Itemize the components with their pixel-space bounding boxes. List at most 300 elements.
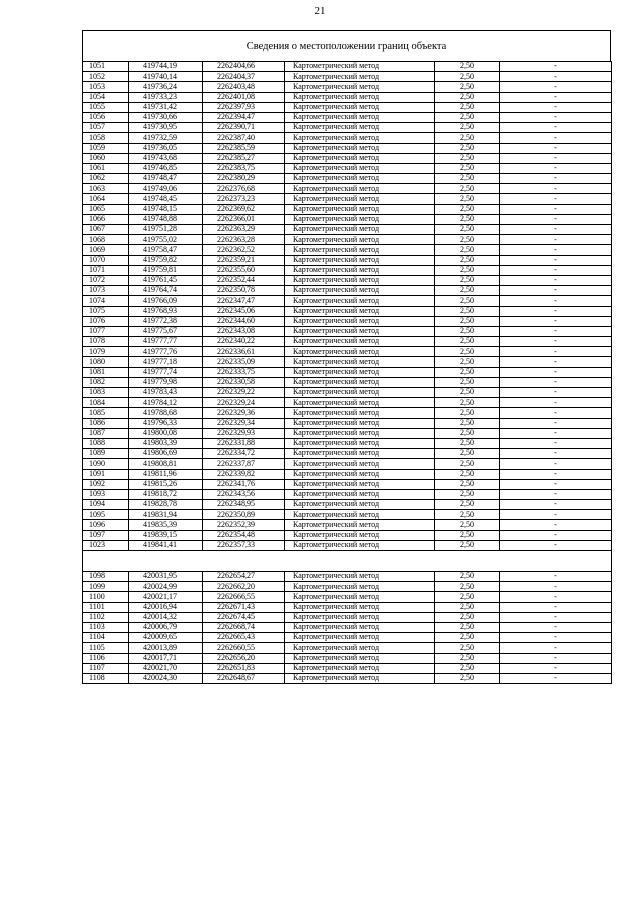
table-row <box>83 194 612 204</box>
x-coordinate-cell: 419777,77 <box>129 337 203 347</box>
precision-cell: 2,50 <box>435 572 500 582</box>
point-number-cell: 1059 <box>83 143 129 153</box>
table-row <box>83 245 612 255</box>
precision-cell: 2,50 <box>435 663 500 673</box>
y-coordinate-cell: 2262671,43 <box>203 602 285 612</box>
table-row <box>83 174 612 184</box>
point-number-cell: 1054 <box>83 92 129 102</box>
description-cell: - <box>500 438 612 448</box>
method-cell: Картометрический метод <box>285 153 435 163</box>
y-coordinate-cell: 2262337,87 <box>203 459 285 469</box>
point-number-cell: 1090 <box>83 459 129 469</box>
method-cell: Картометрический метод <box>285 194 435 204</box>
method-cell: Картометрический метод <box>285 225 435 235</box>
description-cell: - <box>500 418 612 428</box>
y-coordinate-cell: 2262354,48 <box>203 530 285 540</box>
point-number-cell: 1084 <box>83 398 129 408</box>
method-cell: Картометрический метод <box>285 316 435 326</box>
table-row <box>83 377 612 387</box>
description-cell: - <box>500 622 612 632</box>
table-row <box>83 326 612 336</box>
precision-cell: 2,50 <box>435 479 500 489</box>
x-coordinate-cell: 419740,14 <box>129 72 203 82</box>
precision-cell: 2,50 <box>435 72 500 82</box>
precision-cell: 2,50 <box>435 469 500 479</box>
method-cell: Картометрический метод <box>285 602 435 612</box>
table-row <box>83 163 612 173</box>
y-coordinate-cell: 2262357,33 <box>203 540 285 550</box>
precision-cell: 2,50 <box>435 357 500 367</box>
point-number-cell: 1062 <box>83 174 129 184</box>
method-cell: Картометрический метод <box>285 143 435 153</box>
table-row <box>83 255 612 265</box>
precision-cell: 2,50 <box>435 275 500 285</box>
point-number-cell: 1097 <box>83 530 129 540</box>
x-coordinate-cell: 419749,06 <box>129 184 203 194</box>
description-cell: - <box>500 163 612 173</box>
y-coordinate-cell: 2262668,74 <box>203 622 285 632</box>
method-cell: Картометрический метод <box>285 500 435 510</box>
point-number-cell: 1082 <box>83 377 129 387</box>
method-cell: Картометрический метод <box>285 367 435 377</box>
point-number-cell: 1080 <box>83 357 129 367</box>
y-coordinate-cell: 2262348,95 <box>203 500 285 510</box>
table-row <box>83 184 612 194</box>
boundary-document <box>82 30 611 684</box>
table-row <box>83 663 612 673</box>
y-coordinate-cell: 2262662,20 <box>203 582 285 592</box>
coordinates-table <box>82 61 612 684</box>
method-cell: Картометрический метод <box>285 540 435 550</box>
point-number-cell: 1056 <box>83 112 129 122</box>
precision-cell: 2,50 <box>435 255 500 265</box>
method-cell: Картометрический метод <box>285 673 435 683</box>
point-number-cell: 1106 <box>83 653 129 663</box>
precision-cell: 2,50 <box>435 653 500 663</box>
description-cell: - <box>500 653 612 663</box>
method-cell: Картометрический метод <box>285 408 435 418</box>
precision-cell: 2,50 <box>435 296 500 306</box>
x-coordinate-cell: 420017,71 <box>129 653 203 663</box>
x-coordinate-cell: 419796,33 <box>129 418 203 428</box>
point-number-cell: 1070 <box>83 255 129 265</box>
x-coordinate-cell: 419761,45 <box>129 275 203 285</box>
table-row <box>83 204 612 214</box>
description-cell: - <box>500 479 612 489</box>
point-number-cell: 1068 <box>83 235 129 245</box>
point-number-cell: 1064 <box>83 194 129 204</box>
table-row <box>83 449 612 459</box>
x-coordinate-cell: 419800,08 <box>129 428 203 438</box>
x-coordinate-cell: 419764,74 <box>129 286 203 296</box>
method-cell: Картометрический метод <box>285 255 435 265</box>
method-cell: Картометрический метод <box>285 296 435 306</box>
x-coordinate-cell: 419744,19 <box>129 62 203 72</box>
x-coordinate-cell: 420021,17 <box>129 592 203 602</box>
table-row <box>83 459 612 469</box>
description-cell: - <box>500 500 612 510</box>
point-number-cell: 1101 <box>83 602 129 612</box>
x-coordinate-cell: 420024,30 <box>129 673 203 683</box>
y-coordinate-cell: 2262648,67 <box>203 673 285 683</box>
description-cell: - <box>500 255 612 265</box>
description-cell: - <box>500 123 612 133</box>
method-cell: Картометрический метод <box>285 418 435 428</box>
precision-cell: 2,50 <box>435 388 500 398</box>
method-cell: Картометрический метод <box>285 102 435 112</box>
y-coordinate-cell: 2262660,55 <box>203 643 285 653</box>
table-row <box>83 214 612 224</box>
table-row <box>83 530 612 540</box>
table-row <box>83 296 612 306</box>
precision-cell: 2,50 <box>435 204 500 214</box>
precision-cell: 2,50 <box>435 367 500 377</box>
x-coordinate-cell: 419736,24 <box>129 82 203 92</box>
x-coordinate-cell: 419818,72 <box>129 489 203 499</box>
point-number-cell: 1102 <box>83 612 129 622</box>
precision-cell: 2,50 <box>435 102 500 112</box>
method-cell: Картометрический метод <box>285 428 435 438</box>
point-number-cell: 1095 <box>83 510 129 520</box>
y-coordinate-cell: 2262352,39 <box>203 520 285 530</box>
table-row <box>83 102 612 112</box>
description-cell: - <box>500 153 612 163</box>
y-coordinate-cell: 2262362,52 <box>203 245 285 255</box>
y-coordinate-cell: 2262344,60 <box>203 316 285 326</box>
precision-cell: 2,50 <box>435 214 500 224</box>
x-coordinate-cell: 419759,82 <box>129 255 203 265</box>
description-cell: - <box>500 184 612 194</box>
y-coordinate-cell: 2262363,28 <box>203 235 285 245</box>
description-cell: - <box>500 540 612 550</box>
precision-cell: 2,50 <box>435 602 500 612</box>
table-row <box>83 62 612 72</box>
y-coordinate-cell: 2262334,72 <box>203 449 285 459</box>
method-cell: Картометрический метод <box>285 245 435 255</box>
y-coordinate-cell: 2262352,44 <box>203 275 285 285</box>
x-coordinate-cell: 419731,42 <box>129 102 203 112</box>
y-coordinate-cell: 2262347,47 <box>203 296 285 306</box>
table-row <box>83 347 612 357</box>
precision-cell: 2,50 <box>435 184 500 194</box>
x-coordinate-cell: 419841,41 <box>129 540 203 550</box>
x-coordinate-cell: 419733,23 <box>129 92 203 102</box>
description-cell: - <box>500 408 612 418</box>
precision-cell: 2,50 <box>435 398 500 408</box>
point-number-cell: 1074 <box>83 296 129 306</box>
point-number-cell: 1066 <box>83 214 129 224</box>
precision-cell: 2,50 <box>435 438 500 448</box>
table-row <box>83 582 612 592</box>
x-coordinate-cell: 419806,69 <box>129 449 203 459</box>
precision-cell: 2,50 <box>435 622 500 632</box>
x-coordinate-cell: 419803,39 <box>129 438 203 448</box>
precision-cell: 2,50 <box>435 520 500 530</box>
point-number-cell: 1089 <box>83 449 129 459</box>
precision-cell: 2,50 <box>435 133 500 143</box>
y-coordinate-cell: 2262390,71 <box>203 123 285 133</box>
precision-cell: 2,50 <box>435 306 500 316</box>
table-row <box>83 489 612 499</box>
method-cell: Картометрический метод <box>285 449 435 459</box>
precision-cell: 2,50 <box>435 449 500 459</box>
point-number-cell: 1091 <box>83 469 129 479</box>
method-cell: Картометрический метод <box>285 459 435 469</box>
method-cell: Картометрический метод <box>285 377 435 387</box>
point-number-cell: 1078 <box>83 337 129 347</box>
point-number-cell: 1088 <box>83 438 129 448</box>
y-coordinate-cell: 2262674,45 <box>203 612 285 622</box>
table-row <box>83 398 612 408</box>
y-coordinate-cell: 2262385,27 <box>203 153 285 163</box>
method-cell: Картометрический метод <box>285 612 435 622</box>
precision-cell: 2,50 <box>435 489 500 499</box>
y-coordinate-cell: 2262343,08 <box>203 326 285 336</box>
description-cell: - <box>500 82 612 92</box>
precision-cell: 2,50 <box>435 62 500 72</box>
point-number-cell: 1065 <box>83 204 129 214</box>
table-row <box>83 225 612 235</box>
precision-cell: 2,50 <box>435 225 500 235</box>
page-number: 21 <box>314 5 326 17</box>
x-coordinate-cell: 419755,02 <box>129 235 203 245</box>
description-cell: - <box>500 582 612 592</box>
x-coordinate-cell: 420009,65 <box>129 633 203 643</box>
method-cell: Картометрический метод <box>285 643 435 653</box>
description-cell: - <box>500 245 612 255</box>
point-number-cell: 1060 <box>83 153 129 163</box>
description-cell: - <box>500 72 612 82</box>
y-coordinate-cell: 2262397,93 <box>203 102 285 112</box>
description-cell: - <box>500 357 612 367</box>
table-row <box>83 265 612 275</box>
point-number-cell: 1077 <box>83 326 129 336</box>
point-number-cell: 1072 <box>83 275 129 285</box>
point-number-cell: 1071 <box>83 265 129 275</box>
y-coordinate-cell: 2262341,76 <box>203 479 285 489</box>
method-cell: Картометрический метод <box>285 663 435 673</box>
precision-cell: 2,50 <box>435 337 500 347</box>
method-cell: Картометрический метод <box>285 489 435 499</box>
y-coordinate-cell: 2262401,08 <box>203 92 285 102</box>
x-coordinate-cell: 419815,26 <box>129 479 203 489</box>
x-coordinate-cell: 419748,47 <box>129 174 203 184</box>
table-row <box>83 602 612 612</box>
table-row <box>83 469 612 479</box>
point-number-cell: 1023 <box>83 540 129 550</box>
y-coordinate-cell: 2262654,27 <box>203 572 285 582</box>
description-cell: - <box>500 367 612 377</box>
table-row <box>83 112 612 122</box>
x-coordinate-cell: 419772,38 <box>129 316 203 326</box>
precision-cell: 2,50 <box>435 174 500 184</box>
x-coordinate-cell: 419835,39 <box>129 520 203 530</box>
x-coordinate-cell: 419839,15 <box>129 530 203 540</box>
y-coordinate-cell: 2262329,36 <box>203 408 285 418</box>
method-cell: Картометрический метод <box>285 622 435 632</box>
point-number-cell: 1086 <box>83 418 129 428</box>
y-coordinate-cell: 2262651,83 <box>203 663 285 673</box>
x-coordinate-cell: 419768,93 <box>129 306 203 316</box>
method-cell: Картометрический метод <box>285 265 435 275</box>
description-cell: - <box>500 194 612 204</box>
method-cell: Картометрический метод <box>285 653 435 663</box>
point-number-cell: 1075 <box>83 306 129 316</box>
point-number-cell: 1067 <box>83 225 129 235</box>
precision-cell: 2,50 <box>435 418 500 428</box>
method-cell: Картометрический метод <box>285 184 435 194</box>
description-cell: - <box>500 398 612 408</box>
method-cell: Картометрический метод <box>285 82 435 92</box>
table-row <box>83 275 612 285</box>
x-coordinate-cell: 419766,09 <box>129 296 203 306</box>
point-number-cell: 1052 <box>83 72 129 82</box>
y-coordinate-cell: 2262350,89 <box>203 510 285 520</box>
method-cell: Картометрический метод <box>285 72 435 82</box>
table-row <box>83 72 612 82</box>
method-cell: Картометрический метод <box>285 582 435 592</box>
x-coordinate-cell: 419730,95 <box>129 123 203 133</box>
point-number-cell: 1104 <box>83 633 129 643</box>
y-coordinate-cell: 2262336,61 <box>203 347 285 357</box>
precision-cell: 2,50 <box>435 408 500 418</box>
y-coordinate-cell: 2262329,24 <box>203 398 285 408</box>
point-number-cell: 1073 <box>83 286 129 296</box>
point-number-cell: 1081 <box>83 367 129 377</box>
table-row <box>83 438 612 448</box>
precision-cell: 2,50 <box>435 633 500 643</box>
precision-cell: 2,50 <box>435 82 500 92</box>
y-coordinate-cell: 2262329,34 <box>203 418 285 428</box>
description-cell: - <box>500 337 612 347</box>
method-cell: Картометрический метод <box>285 133 435 143</box>
point-number-cell: 1058 <box>83 133 129 143</box>
y-coordinate-cell: 2262403,48 <box>203 82 285 92</box>
table-row <box>83 500 612 510</box>
y-coordinate-cell: 2262373,23 <box>203 194 285 204</box>
y-coordinate-cell: 2262331,88 <box>203 438 285 448</box>
precision-cell: 2,50 <box>435 643 500 653</box>
description-cell: - <box>500 265 612 275</box>
y-coordinate-cell: 2262333,75 <box>203 367 285 377</box>
description-cell: - <box>500 143 612 153</box>
method-cell: Картометрический метод <box>285 337 435 347</box>
precision-cell: 2,50 <box>435 540 500 550</box>
x-coordinate-cell: 419743,68 <box>129 153 203 163</box>
method-cell: Картометрический метод <box>285 479 435 489</box>
description-cell: - <box>500 572 612 582</box>
table-row <box>83 408 612 418</box>
y-coordinate-cell: 2262385,59 <box>203 143 285 153</box>
table-row <box>83 673 612 683</box>
precision-cell: 2,50 <box>435 265 500 275</box>
y-coordinate-cell: 2262350,78 <box>203 286 285 296</box>
description-cell: - <box>500 469 612 479</box>
point-number-cell: 1093 <box>83 489 129 499</box>
x-coordinate-cell: 419751,28 <box>129 225 203 235</box>
x-coordinate-cell: 420031,95 <box>129 572 203 582</box>
x-coordinate-cell: 420013,89 <box>129 643 203 653</box>
description-cell: - <box>500 275 612 285</box>
precision-cell: 2,50 <box>435 326 500 336</box>
point-number-cell: 1096 <box>83 520 129 530</box>
table-row <box>83 572 612 582</box>
method-cell: Картометрический метод <box>285 326 435 336</box>
x-coordinate-cell: 419748,88 <box>129 214 203 224</box>
table-row <box>83 428 612 438</box>
description-cell: - <box>500 133 612 143</box>
point-number-cell: 1079 <box>83 347 129 357</box>
point-number-cell: 1087 <box>83 428 129 438</box>
description-cell: - <box>500 225 612 235</box>
y-coordinate-cell: 2262656,20 <box>203 653 285 663</box>
description-cell: - <box>500 489 612 499</box>
description-cell: - <box>500 663 612 673</box>
table-row <box>83 418 612 428</box>
table-row <box>83 622 612 632</box>
precision-cell: 2,50 <box>435 428 500 438</box>
method-cell: Картометрический метод <box>285 388 435 398</box>
x-coordinate-cell: 419746,85 <box>129 163 203 173</box>
table-row <box>83 235 612 245</box>
y-coordinate-cell: 2262383,75 <box>203 163 285 173</box>
table-row <box>83 143 612 153</box>
point-number-cell: 1094 <box>83 500 129 510</box>
precision-cell: 2,50 <box>435 286 500 296</box>
point-number-cell: 1069 <box>83 245 129 255</box>
precision-cell: 2,50 <box>435 163 500 173</box>
method-cell: Картометрический метод <box>285 469 435 479</box>
x-coordinate-cell: 419779,98 <box>129 377 203 387</box>
precision-cell: 2,50 <box>435 592 500 602</box>
description-cell: - <box>500 286 612 296</box>
precision-cell: 2,50 <box>435 194 500 204</box>
y-coordinate-cell: 2262387,40 <box>203 133 285 143</box>
precision-cell: 2,50 <box>435 377 500 387</box>
y-coordinate-cell: 2262340,22 <box>203 337 285 347</box>
description-cell: - <box>500 214 612 224</box>
method-cell: Картометрический метод <box>285 357 435 367</box>
x-coordinate-cell: 419758,47 <box>129 245 203 255</box>
x-coordinate-cell: 419736,05 <box>129 143 203 153</box>
table-row <box>83 337 612 347</box>
y-coordinate-cell: 2262355,60 <box>203 265 285 275</box>
method-cell: Картометрический метод <box>285 592 435 602</box>
description-cell: - <box>500 112 612 122</box>
precision-cell: 2,50 <box>435 235 500 245</box>
description-cell: - <box>500 510 612 520</box>
x-coordinate-cell: 419777,76 <box>129 347 203 357</box>
method-cell: Картометрический метод <box>285 286 435 296</box>
x-coordinate-cell: 420021,70 <box>129 663 203 673</box>
x-coordinate-cell: 419759,81 <box>129 265 203 275</box>
point-number-cell: 1057 <box>83 123 129 133</box>
y-coordinate-cell: 2262363,29 <box>203 225 285 235</box>
description-cell: - <box>500 316 612 326</box>
table-row <box>83 388 612 398</box>
x-coordinate-cell: 419784,12 <box>129 398 203 408</box>
y-coordinate-cell: 2262666,55 <box>203 592 285 602</box>
description-cell: - <box>500 520 612 530</box>
x-coordinate-cell: 419788,68 <box>129 408 203 418</box>
description-cell: - <box>500 347 612 357</box>
x-coordinate-cell: 419808,81 <box>129 459 203 469</box>
method-cell: Картометрический метод <box>285 306 435 316</box>
point-number-cell: 1108 <box>83 673 129 683</box>
table-row <box>83 306 612 316</box>
y-coordinate-cell: 2262366,01 <box>203 214 285 224</box>
point-number-cell: 1105 <box>83 643 129 653</box>
